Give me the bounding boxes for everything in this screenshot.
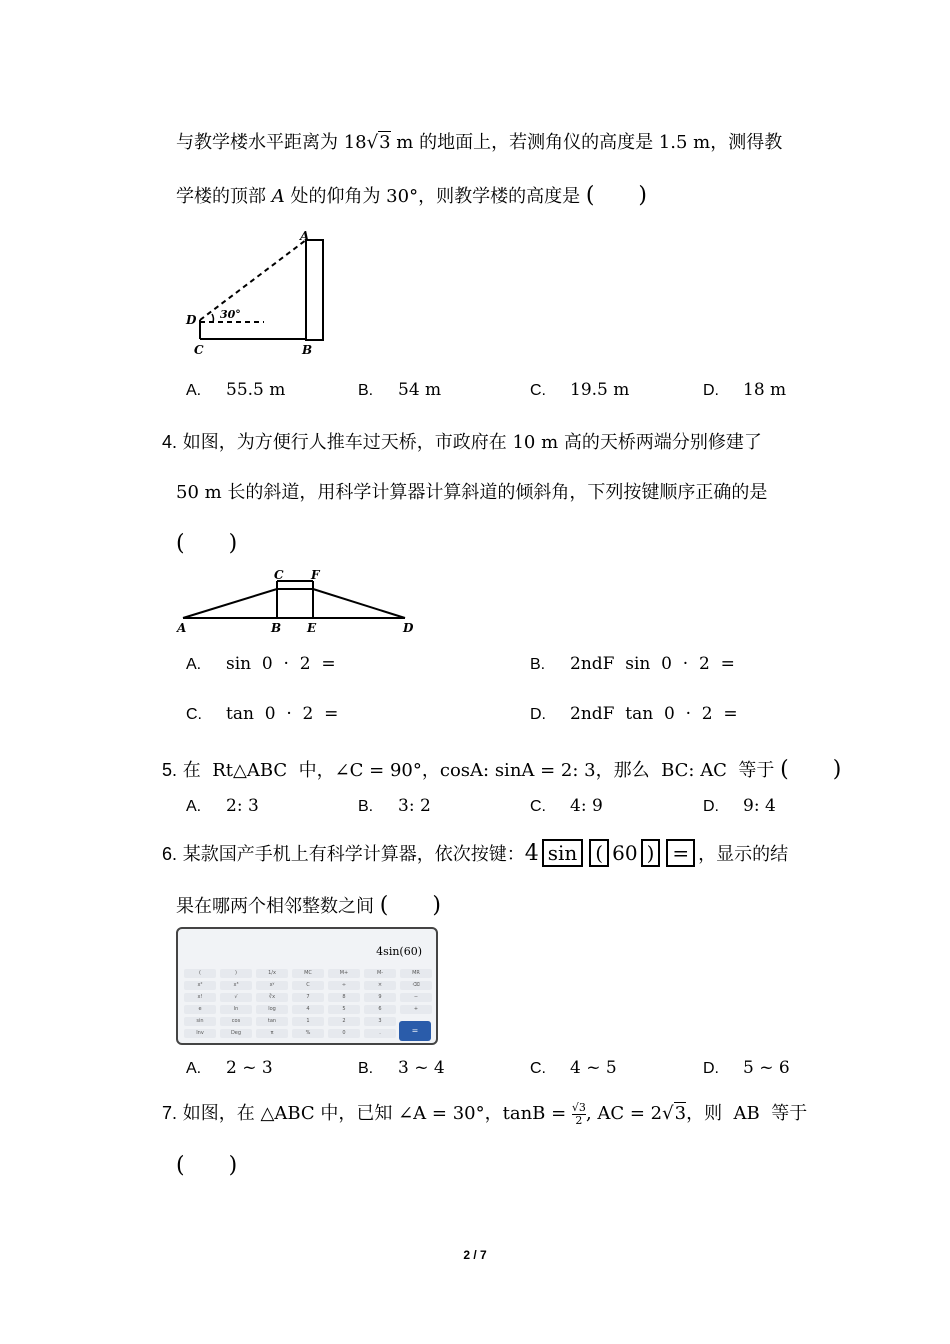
- option-text: 18 m: [743, 380, 787, 400]
- calculator-key: 6: [364, 1005, 396, 1014]
- q6-option-c[interactable]: [530, 1058, 617, 1078]
- calculator-key: +: [400, 1005, 432, 1014]
- label-d: D: [403, 621, 414, 635]
- q5-number: 5.: [162, 760, 178, 780]
- q4-line2: [176, 478, 767, 504]
- q6-text: ，显示的结: [698, 844, 789, 865]
- calculator-key: xʸ: [256, 981, 288, 990]
- q3-text: 学楼的顶部: [176, 186, 272, 207]
- q5-option-b[interactable]: [358, 796, 431, 816]
- option-text: 2 ~ 3: [226, 1058, 273, 1078]
- q4-text: 50 m 长的斜道，用科学计算器计算斜道的倾斜角，下列按键顺序正确的是: [176, 482, 768, 503]
- q3-line2: [176, 178, 647, 209]
- q3-var: A: [271, 186, 285, 207]
- calculator-key: e: [184, 1005, 216, 1014]
- calculator-key: 1/x: [256, 969, 288, 978]
- calculator-key: %: [292, 1029, 324, 1038]
- q4-text: 如图，为方便行人推车过天桥，市政府在 10 m 高的天桥两端分别修建了: [182, 432, 762, 453]
- calculator-key: 4: [292, 1005, 324, 1014]
- q4-figure: [175, 566, 420, 638]
- q7-sqrt: 3: [674, 1103, 687, 1124]
- option-text: 3: 2: [398, 796, 431, 816]
- label-a: A: [300, 229, 310, 243]
- q7-number: 7.: [162, 1103, 178, 1123]
- calculator-key: −: [400, 993, 432, 1002]
- q7-line1: 7. 如图，在 △ABC 中，已知 ∠A = 30°，tanB = $\frac{√3}{2}$ , AC = 2√3，则 AB 等于: [162, 1100, 808, 1127]
- q6-text: 某款国产手机上有科学计算器，依次按键：: [182, 844, 525, 865]
- q5-option-d[interactable]: [703, 796, 776, 816]
- q6-option-a[interactable]: [186, 1058, 273, 1078]
- q3-text: 处的仰角为 30°，则教学楼的高度是: [284, 186, 581, 207]
- q3-text: m 的地面上，若测角仪的高度是 1.5 m，测得教: [390, 132, 783, 153]
- calculator-key: π: [256, 1029, 288, 1038]
- q4-option-d[interactable]: [530, 704, 738, 724]
- calculator-key: .: [364, 1029, 396, 1038]
- q5-line1: [162, 752, 841, 783]
- key-left-paren: (: [595, 841, 604, 865]
- label-d: D: [186, 313, 197, 327]
- option-text: 4: 9: [570, 796, 603, 816]
- angle-arc: [212, 314, 213, 322]
- label-b: B: [271, 621, 282, 635]
- label-c: C: [194, 343, 204, 357]
- key-paren-group: [589, 839, 609, 867]
- page-number: 2 / 7: [463, 1248, 487, 1262]
- option-label: D.: [703, 798, 719, 815]
- q4-option-b[interactable]: [530, 654, 735, 674]
- q4-line3: [176, 526, 237, 557]
- option-text: tan 0 · 2 =: [226, 704, 339, 724]
- option-text: sin 0 · 2 =: [226, 654, 336, 674]
- calculator-key: (: [184, 969, 216, 978]
- key-4: 4: [524, 841, 539, 866]
- calculator-key: ÷: [328, 981, 360, 990]
- option-label: C.: [530, 1060, 546, 1077]
- calculator-screenshot: [176, 927, 438, 1045]
- ramp-left: [183, 589, 277, 618]
- q3-answer-blank: ( ): [585, 183, 647, 208]
- label-c: C: [274, 568, 284, 582]
- label-a: A: [177, 621, 187, 635]
- q6-option-d[interactable]: [703, 1058, 790, 1078]
- q3-option-b[interactable]: [358, 380, 441, 400]
- q7-text: ，则 AB 等于: [686, 1103, 808, 1124]
- q7-text: , AC = 2: [585, 1103, 663, 1124]
- option-text: 5 ~ 6: [743, 1058, 790, 1078]
- option-label: A.: [186, 656, 202, 673]
- q5-option-a[interactable]: [186, 796, 259, 816]
- option-text: 2: 3: [226, 796, 259, 816]
- calculator-key: 5: [328, 1005, 360, 1014]
- option-label: D.: [703, 1060, 719, 1077]
- option-text: 3 ~ 4: [398, 1058, 445, 1078]
- fraction: [572, 1102, 586, 1127]
- q5-text: 在 Rt△ABC 中，∠C = 90°，cosA: sinA = 2: 3，那么 BC: AC 等于: [182, 760, 775, 781]
- option-label: C.: [530, 382, 546, 399]
- ramp-right: [313, 589, 405, 618]
- building: [306, 240, 323, 340]
- calculator-key: ∛x: [256, 993, 288, 1002]
- q6-answer-blank: ( ): [379, 893, 441, 918]
- calculator-key: ): [220, 969, 252, 978]
- option-label: B.: [358, 382, 374, 399]
- q4-number: 4.: [162, 432, 178, 452]
- q3-option-a[interactable]: [186, 380, 285, 400]
- calculator-key: 7: [292, 993, 324, 1002]
- option-label: C.: [186, 706, 202, 723]
- calculator-display: 4sin(60): [376, 945, 422, 958]
- calculator-keypad: [184, 969, 432, 1038]
- calculator-key: 3: [364, 1017, 396, 1026]
- calculator-key: x!: [184, 993, 216, 1002]
- calculator-equals-key: =: [399, 1021, 431, 1041]
- calculator-key: sin: [184, 1017, 216, 1026]
- calculator-key: 9: [364, 993, 396, 1002]
- calculator-key: MC: [292, 969, 324, 978]
- q7-answer-blank: ( ): [176, 1153, 238, 1178]
- q3-number: 18: [343, 132, 367, 153]
- q3-text: 与教学楼水平距离为: [176, 132, 344, 153]
- q4-line1: [162, 428, 762, 454]
- option-label: B.: [530, 656, 546, 673]
- q4-answer-blank: ( ): [176, 531, 238, 556]
- option-label: B.: [358, 798, 374, 815]
- calculator-key: tan: [256, 1017, 288, 1026]
- calculator-key: MR: [400, 969, 432, 978]
- calculator-key: M+: [328, 969, 360, 978]
- q3-sqrt: 3: [379, 132, 391, 153]
- q5-option-c[interactable]: [530, 796, 603, 816]
- option-label: A.: [186, 382, 202, 399]
- sight-line: [200, 240, 306, 320]
- calculator-key: Inv: [184, 1029, 216, 1038]
- option-text: 55.5 m: [226, 380, 286, 400]
- key-right-paren: ): [641, 839, 661, 867]
- calculator-key: 0: [328, 1029, 360, 1038]
- key-equals: =: [666, 839, 695, 867]
- calculator-key: √: [220, 993, 252, 1002]
- fraction-denominator: 2: [575, 1113, 583, 1127]
- q6-line2: [176, 888, 441, 919]
- label-f: F: [311, 568, 320, 582]
- option-text: 2ndF sin 0 · 2 =: [570, 654, 735, 674]
- option-text: 2ndF tan 0 · 2 =: [570, 704, 738, 724]
- option-text: 9: 4: [743, 796, 776, 816]
- option-text: 4 ~ 5: [570, 1058, 617, 1078]
- q4-option-a[interactable]: [186, 654, 336, 674]
- label-e: E: [307, 621, 317, 635]
- key-sin: sin: [542, 839, 584, 867]
- option-text: 19.5 m: [570, 380, 630, 400]
- option-label: B.: [358, 1060, 374, 1077]
- q3-line1: 与教学楼水平距离为 18√3 m 的地面上，若测角仪的高度是 1.5 m，测得教: [176, 132, 783, 153]
- q7-text: 如图，在 △ABC 中，已知 ∠A = 30°，tanB =: [182, 1103, 572, 1124]
- fraction-numerator: √3: [571, 1100, 586, 1114]
- calculator-key: ×: [364, 981, 396, 990]
- calculator-key: M-: [364, 969, 396, 978]
- option-label: A.: [186, 798, 202, 815]
- option-label: D.: [530, 706, 546, 723]
- calculator-key: Deg: [220, 1029, 252, 1038]
- calculator-key: x²: [184, 981, 216, 990]
- q6-text: 果在哪两个相邻整数之间: [176, 896, 374, 917]
- option-text: 54 m: [398, 380, 442, 400]
- q5-answer-blank: ( ): [780, 757, 842, 782]
- q3-option-d[interactable]: [703, 380, 786, 400]
- q4-option-c[interactable]: [186, 704, 338, 724]
- calculator-key: ln: [220, 1005, 252, 1014]
- calculator-key: C: [292, 981, 324, 990]
- calculator-key: 2: [328, 1017, 360, 1026]
- q3-figure: [180, 228, 340, 360]
- option-label: D.: [703, 382, 719, 399]
- calculator-key: cos: [220, 1017, 252, 1026]
- q6-line1: [162, 838, 788, 870]
- label-angle: 30°: [220, 308, 241, 321]
- calculator-key: x³: [220, 981, 252, 990]
- label-b: B: [302, 343, 313, 357]
- calculator-key: log: [256, 1005, 288, 1014]
- option-label: C.: [530, 798, 546, 815]
- calculator-key: 1: [292, 1017, 324, 1026]
- calculator-key: ⌫: [400, 981, 432, 990]
- option-label: A.: [186, 1060, 202, 1077]
- q6-option-b[interactable]: [358, 1058, 445, 1078]
- key-60: 60: [612, 841, 638, 865]
- calculator-key: 8: [328, 993, 360, 1002]
- q3-option-c[interactable]: [530, 380, 629, 400]
- q7-line2: [176, 1148, 237, 1179]
- q6-number: 6.: [162, 844, 178, 864]
